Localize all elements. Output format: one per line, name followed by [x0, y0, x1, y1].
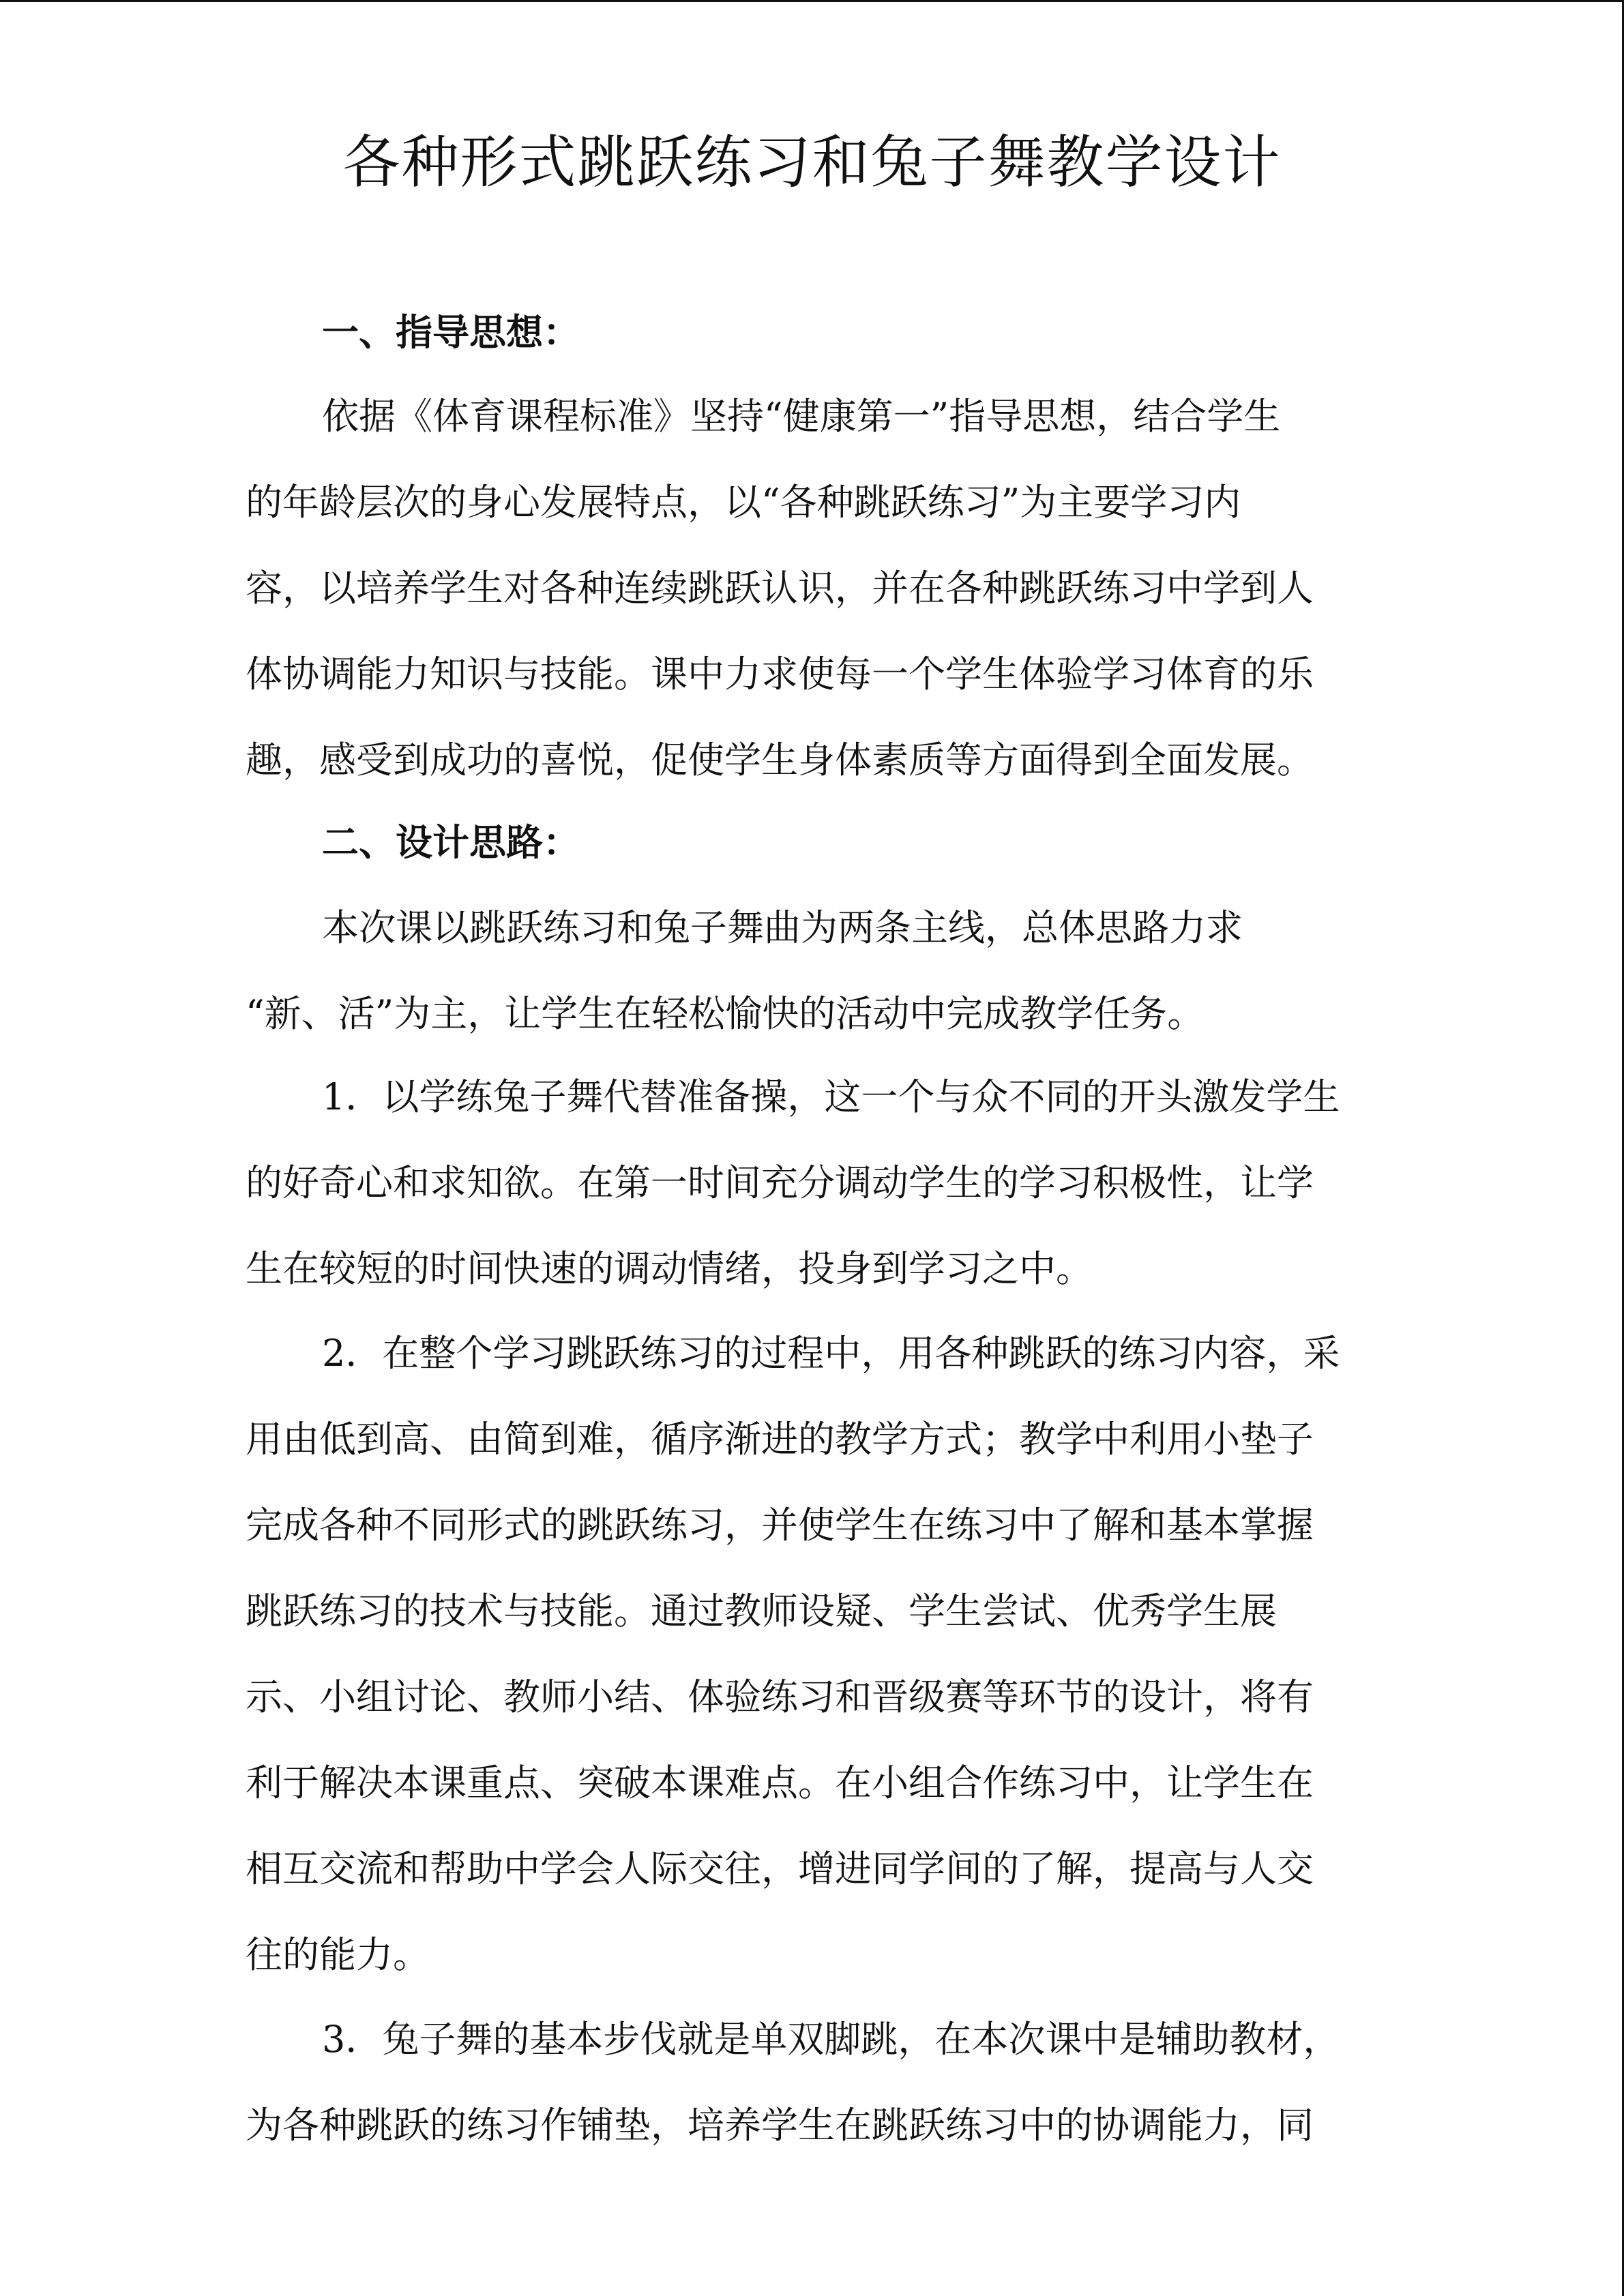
paragraph-line: 体协调能力知识与技能。课中力求使每一个学生体验学习体育的乐 [246, 653, 1314, 696]
paragraph-line: 容，以培养学生对各种连续跳跃认识，并在各种跳跃练习中学到人 [246, 567, 1314, 610]
paragraph-line: 趣，感受到成功的喜悦，促使学生身体素质等方面得到全面发展。 [246, 739, 1314, 781]
paragraph-line: 依据《体育课程标准》坚持“健康第一”指导思想，结合学生 [322, 395, 1281, 438]
paragraph-line: 跳跃练习的技术与技能。通过教师设疑、学生尝试、优秀学生展 [246, 1590, 1277, 1632]
document-title: 各种形式跳跃练习和兔子舞教学设计 [342, 129, 1282, 196]
section-heading-guiding-ideology: 一、指导思想： [322, 311, 580, 354]
paragraph-line: 利于解决本课重点、突破本课难点。在小组合作练习中，让学生在 [246, 1761, 1314, 1804]
paragraph-line: 相互交流和帮助中学会人际交往，增进同学间的了解，提高与人交 [246, 1847, 1314, 1890]
paragraph-line: 为各种跳跃的练习作铺垫，培养学生在跳跃练习中的协调能力，同 [246, 2104, 1314, 2147]
paragraph-line: 完成各种不同形式的跳跃练习，并使学生在练习中了解和基本掌握 [246, 1504, 1314, 1547]
paragraph [246, 1997, 1391, 2168]
paragraph [246, 374, 1391, 803]
paragraph-line: 2．在整个学习跳跃练习的过程中，用各种跳跃的练习内容，采 [322, 1332, 1340, 1375]
paragraph-line: 示、小组讨论、教师小结、体验练习和晋级赛等环节的设计，将有 [246, 1675, 1314, 1718]
paragraph-line: “新、活”为主，让学生在轻松愉快的活动中完成教学任务。 [246, 992, 1205, 1035]
paragraph-line: 往的能力。 [246, 1933, 430, 1976]
paragraph [246, 885, 1391, 1057]
paragraph-line: 本次课以跳跃练习和兔子舞曲为两条主线，总体思路力求 [322, 906, 1243, 949]
paragraph-line: 的好奇心和求知欲。在第一时间充分调动学生的学习积极性，让学 [246, 1161, 1314, 1204]
paragraph-line: 1．以学练兔子舞代替准备操，这一个与众不同的开头激发学生 [322, 1075, 1340, 1118]
paragraph-line: 3．兔子舞的基本步伐就是单双脚跳，在本次课中是辅助教材， [322, 2018, 1340, 2061]
paragraph-line: 生在较短的时间快速的调动情绪，投身到学习之中。 [246, 1247, 1093, 1290]
paragraph-line: 的年龄层次的身心发展特点，以“各种跳跃练习”为主要学习内 [246, 481, 1241, 524]
paragraph-line: 用由低到高、由简到难，循序渐进的教学方式；教学中利用小垫子 [246, 1418, 1314, 1461]
section-heading-design-approach: 二、设计思路： [322, 821, 580, 864]
paragraph [246, 1311, 1391, 1998]
paragraph [246, 1054, 1391, 1312]
